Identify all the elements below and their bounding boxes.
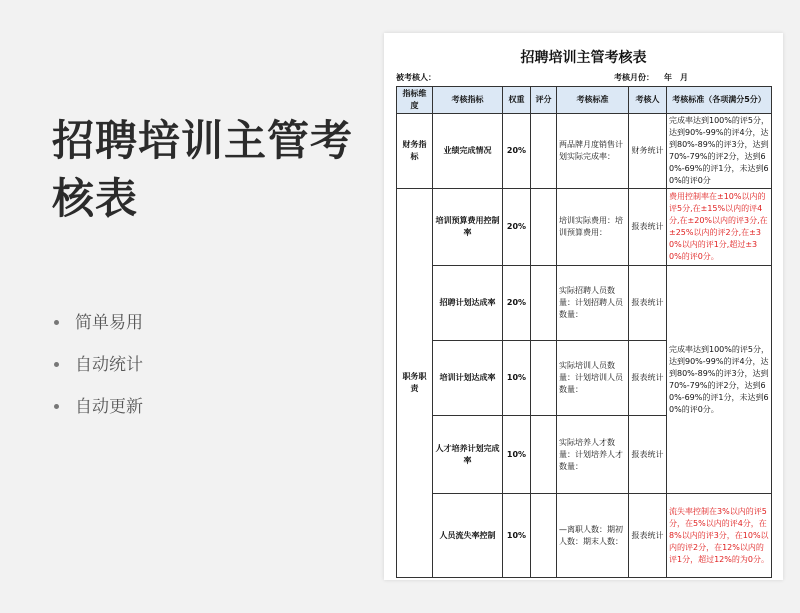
standard-cell: 两品牌月度销售计划实际完成率： bbox=[557, 114, 629, 189]
assessor-cell: 报表统计 bbox=[629, 189, 667, 266]
hero-title: 招聘培训主管考核表 bbox=[52, 116, 354, 223]
score-cell[interactable] bbox=[531, 266, 557, 341]
standard-cell: 实际招聘人员数量：计划招聘人员数量： bbox=[557, 266, 629, 341]
standard-cell: 实际培训人员数量：计划培训人员数量： bbox=[557, 341, 629, 416]
header-cell: 权重 bbox=[503, 87, 531, 114]
score-cell[interactable] bbox=[531, 341, 557, 416]
feature-item: 简单易用 bbox=[54, 312, 143, 354]
month-unit: 月 bbox=[680, 73, 688, 82]
table-row bbox=[397, 114, 772, 189]
indicator-cell: 人员流失率控制 bbox=[433, 494, 503, 578]
score-cell[interactable] bbox=[531, 416, 557, 494]
assessor-cell: 报表统计 bbox=[629, 341, 667, 416]
criteria-cell: 完成率达到100%的评5分，达到90%-99%的评4分，达到80%-89%的评3分，达到70%-79%的评2分，达到60%-69%的评1分，未达到60%的评0分 bbox=[667, 114, 772, 189]
document-meta bbox=[396, 72, 771, 86]
score-cell[interactable] bbox=[531, 494, 557, 578]
assessor-cell: 报表统计 bbox=[629, 416, 667, 494]
indicator-cell: 招聘计划达成率 bbox=[433, 266, 503, 341]
criteria-cell: 流失率控制在3%以内的评5分，在5%以内的评4分，在8%以内的评3分，在10%以内的评2分，在12%以内的评1分，超过12%的为0分。 bbox=[667, 494, 772, 578]
header-cell: 评分 bbox=[531, 87, 557, 114]
weight-cell: 10% bbox=[503, 416, 531, 494]
feature-item: 自动统计 bbox=[54, 354, 143, 396]
table-row bbox=[397, 494, 772, 578]
standard-cell: 培训实际费用：培训预算费用： bbox=[557, 189, 629, 266]
assessment-table bbox=[396, 86, 772, 578]
header-cell: 考核指标 bbox=[433, 87, 503, 114]
assessor-cell: 报表统计 bbox=[629, 494, 667, 578]
standard-cell: —离职人数：期初人数：期末人数： bbox=[557, 494, 629, 578]
indicator-cell: 业绩完成情况 bbox=[433, 114, 503, 189]
dimension-cell: 财务指标 bbox=[397, 114, 433, 189]
criteria-cell: 费用控制率在±10%以内的评5分,在±15%以内的评4分,在±20%以内的评3分,在±25%以内的评2分,在±30%以内的评1分,超过±30%的评0分。 bbox=[667, 189, 772, 266]
weight-cell: 10% bbox=[503, 494, 531, 578]
weight-cell: 20% bbox=[503, 114, 531, 189]
weight-cell: 20% bbox=[503, 266, 531, 341]
indicator-cell: 培训计划达成率 bbox=[433, 341, 503, 416]
criteria-cell: 完成率达到100%的评5分，达到90%-99%的评4分，达到80%-89%的评3分，达到70%-79%的评2分，达到60%-69%的评1分，未达到60%的评0分。 bbox=[667, 266, 772, 494]
score-cell[interactable] bbox=[531, 114, 557, 189]
standard-cell: 实际培养人才数量：计划培养人才数量： bbox=[557, 416, 629, 494]
bullet-icon bbox=[54, 362, 59, 367]
header-cell: 指标维度 bbox=[397, 87, 433, 114]
assessor-cell: 报表统计 bbox=[629, 266, 667, 341]
weight-cell: 20% bbox=[503, 189, 531, 266]
table-header-row bbox=[397, 87, 772, 114]
assessor-cell: 财务统计 bbox=[629, 114, 667, 189]
document-title: 招聘培训主管考核表 bbox=[520, 50, 647, 66]
month-label: 考核月份： bbox=[614, 73, 654, 82]
score-cell[interactable] bbox=[531, 189, 557, 266]
weight-cell: 10% bbox=[503, 341, 531, 416]
table-row bbox=[397, 189, 772, 266]
header-cell: 考核人 bbox=[629, 87, 667, 114]
year-label: 年 bbox=[664, 73, 672, 82]
table-row bbox=[397, 266, 772, 341]
bullet-icon bbox=[54, 404, 59, 409]
examinee-label: 被考核人： bbox=[396, 73, 436, 82]
header-cell: 考核标准 bbox=[557, 87, 629, 114]
indicator-cell: 人才培养计划完成率 bbox=[433, 416, 503, 494]
indicator-cell: 培训预算费用控制率 bbox=[433, 189, 503, 266]
document-preview bbox=[384, 33, 783, 580]
header-cell: 考核标准（各项满分5分） bbox=[667, 87, 772, 114]
feature-item: 自动更新 bbox=[54, 396, 143, 438]
feature-list bbox=[54, 312, 143, 438]
dimension-cell: 职务职责 bbox=[397, 189, 433, 578]
bullet-icon bbox=[54, 320, 59, 325]
